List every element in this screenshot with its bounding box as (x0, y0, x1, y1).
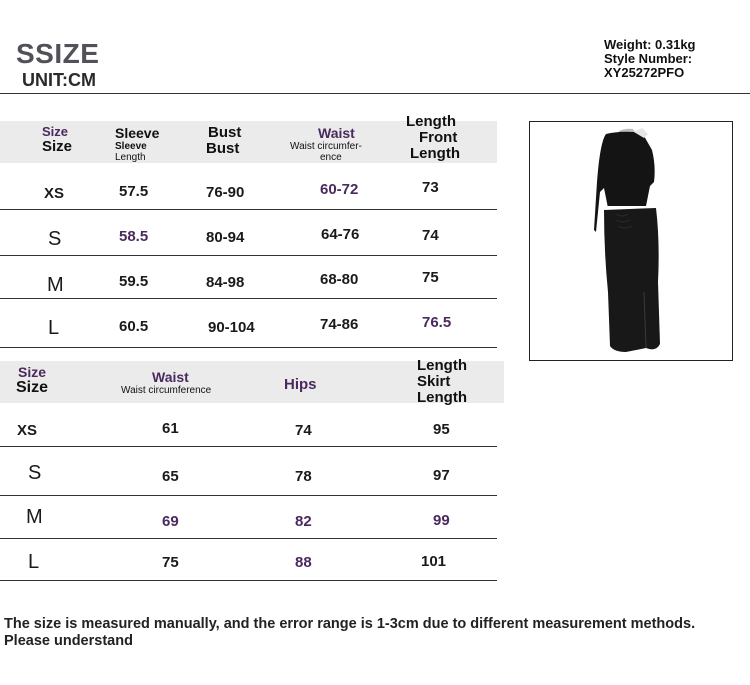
row-divider (0, 255, 497, 256)
top-cell-length: 74 (422, 227, 439, 244)
top-cell-size: XS (44, 185, 65, 202)
bottom-cell-size: XS (17, 422, 38, 439)
top-cell-sleeve: 60.5 (119, 318, 149, 335)
top-header-length: Length Front Length (406, 113, 460, 162)
style-number-label: Style Number: (604, 51, 693, 66)
dress-illustration (530, 122, 732, 360)
bottom-cell-hips: 88 (295, 554, 312, 571)
bottom-cell-waist: 61 (162, 420, 179, 437)
bottom-cell-waist: 65 (162, 468, 179, 485)
row-divider (0, 209, 497, 210)
weight-label: Weight: 0.31kg (604, 37, 696, 52)
bottom-cell-length: 101 (421, 553, 447, 570)
top-cell-bust: 90-104 (208, 319, 255, 336)
top-cell-size: L (48, 317, 60, 339)
bottom-cell-hips: 78 (295, 468, 312, 485)
row-divider (0, 298, 497, 299)
top-cell-length: 76.5 (422, 314, 452, 331)
bottom-cell-length: 99 (433, 512, 450, 529)
top-cell-sleeve: 57.5 (119, 183, 149, 200)
bottom-header-size: Size Size (16, 364, 49, 396)
style-number-value: XY25272PFO (604, 65, 685, 80)
top-cell-bust: 76-90 (206, 184, 245, 201)
bottom-cell-size: L (28, 551, 40, 573)
top-cell-sleeve: 59.5 (119, 273, 149, 290)
top-cell-length: 75 (422, 269, 439, 286)
top-cell-waist: 64-76 (321, 226, 360, 243)
top-header-waist: Waist Waist circumfer- ence (290, 125, 362, 163)
bottom-cell-hips: 74 (295, 422, 312, 439)
row-divider (0, 347, 497, 348)
row-divider (0, 495, 497, 496)
top-cell-waist: 60-72 (320, 181, 359, 198)
top-header-bust: Bust Bust (206, 124, 242, 157)
bottom-header-length: Length Skirt Length (417, 357, 467, 406)
top-header-size: Size Size (42, 124, 73, 155)
bottom-header-waist: Waist Waist circumference (121, 369, 212, 396)
top-cell-size: S (48, 228, 62, 250)
product-meta (604, 38, 696, 80)
top-cell-size: M (47, 274, 64, 296)
bottom-cell-waist: 69 (162, 513, 179, 530)
top-cell-length: 73 (422, 179, 439, 196)
top-cell-sleeve: 58.5 (119, 228, 149, 245)
bottom-cell-length: 95 (433, 421, 450, 438)
row-divider (0, 446, 497, 447)
bottom-cell-hips: 82 (295, 513, 312, 530)
row-divider (0, 538, 497, 539)
bottom-cell-waist: 75 (162, 554, 179, 571)
top-cell-bust: 80-94 (206, 229, 245, 246)
product-photo (529, 121, 733, 361)
measurement-note: The size is measured manually, and the error range is 1-3cm due to different measurement methods. Please understand (4, 616, 696, 649)
unit-label: UNIT:CM (22, 70, 96, 90)
top-header-sleeve: Sleeve Sleeve Length (115, 125, 160, 163)
top-cell-waist: 68-80 (320, 271, 359, 288)
bottom-header-hips: Hips (284, 376, 317, 393)
header-divider (0, 93, 750, 94)
bottom-cell-size: S (28, 462, 42, 484)
row-divider (0, 580, 497, 581)
page-title: SSIZE (16, 38, 100, 69)
top-cell-bust: 84-98 (206, 274, 245, 291)
top-cell-waist: 74-86 (320, 316, 359, 333)
bottom-cell-size: M (26, 506, 43, 528)
bottom-cell-length: 97 (433, 467, 450, 484)
